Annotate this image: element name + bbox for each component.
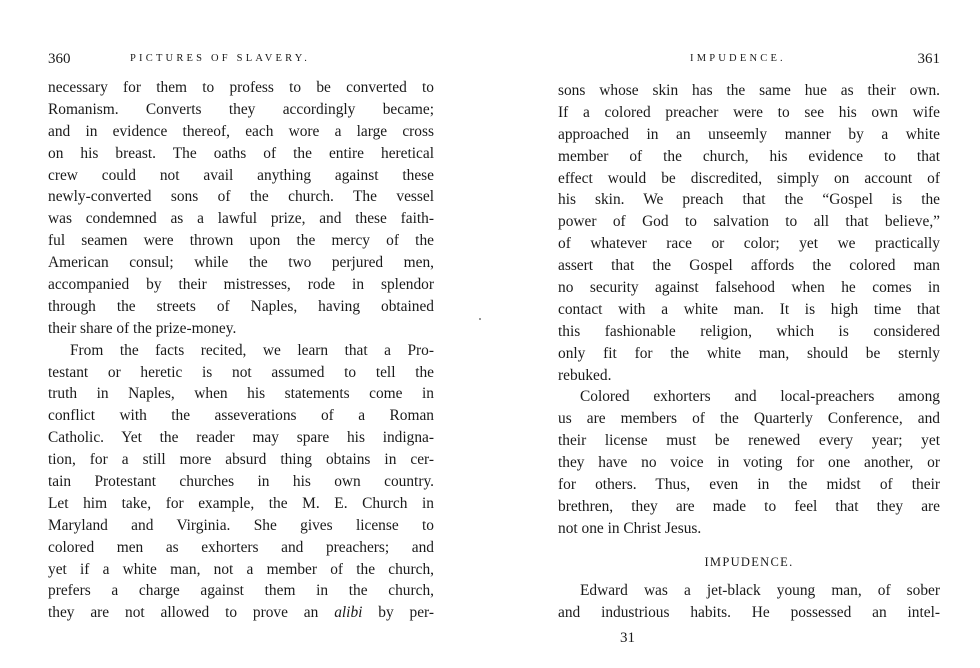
right-page [558, 0, 940, 668]
paragraph-start-line: Edward was a jet-black young man, of sober [580, 581, 940, 599]
text-line: testant or heretic is not assumed to tell the [48, 363, 434, 381]
text-line: Maryland and Virginia. She gives license to [48, 516, 434, 534]
text-line: they have no voice in voting for one another, or [558, 454, 940, 472]
text-fragment: they are not allowed to prove an [48, 604, 335, 622]
text-line: this fashionable religion, which is considered [558, 322, 940, 340]
signature-mark: 31 [620, 630, 635, 646]
text-line: brethren, they are made to feel that they are [558, 497, 940, 515]
text-line-with-italic [48, 602, 434, 624]
text-line: their license must be renewed every year; yet [558, 432, 940, 450]
text-line: necessary for them to profess to be converted to [48, 79, 434, 96]
text-line: on his breast. The oaths of the entire heretical [48, 144, 434, 162]
right-page-body [558, 80, 940, 623]
text-line: crew could not avail anything against these [48, 166, 434, 184]
text-line: only fit for the white man, should be sternly [558, 344, 940, 362]
left-page-body [48, 77, 434, 624]
text-line: truth in Naples, when his statements come in [48, 385, 434, 403]
text-line: Let him take, for example, the M. E. Church in [48, 494, 434, 512]
paragraph-end-line: not one in Christ Jesus. [558, 519, 702, 537]
italic-word: alibi [334, 604, 363, 622]
page-number: 360 [48, 51, 71, 67]
text-line: approached in an unseemly manner by a white [558, 125, 940, 143]
text-line: tion, for a still more absurd thing obtains in cer- [48, 451, 434, 469]
text-line: newly-converted sons of the church. The vessel [48, 188, 434, 206]
paragraph-start-line: Colored exhorters and local-preachers among [580, 388, 940, 406]
page-number: 361 [917, 51, 940, 67]
paragraph-end-line: rebuked. [558, 366, 612, 384]
text-line: for others. Thus, even in the midst of their [558, 476, 940, 494]
text-line: through the streets of Naples, having obtained [48, 297, 434, 315]
text-line: Romanism. Converts they accordingly became; [48, 100, 434, 118]
text-line: effect would be discredited, simply on account of [558, 169, 940, 187]
text-line: assert that the Gospel affords the colored man [558, 257, 940, 275]
text-line: no security against falsehood when he comes in [558, 279, 940, 297]
text-line: ful seamen were thrown upon the mercy of the [48, 232, 434, 250]
text-line: us are members of the Quarterly Conference, and [558, 410, 940, 428]
running-head: PICTURES OF SLAVERY. [130, 53, 311, 64]
text-line: American consul; while the two perjured men, [48, 254, 434, 272]
text-line: member of the church, his evidence to that [558, 147, 940, 165]
left-page-header [48, 51, 434, 69]
text-line: and industrious habits. He possessed an intel- [558, 603, 940, 621]
text-line: of whatever race or color; yet we practically [558, 235, 940, 253]
text-line: was condemned as a lawful prize, and these faith- [48, 210, 434, 228]
text-line: yet if a white man, not a member of the church, [48, 560, 434, 578]
text-line: sons whose skin has the same hue as their own. [558, 82, 940, 99]
text-fragment: by per- [362, 604, 434, 622]
text-line: conflict with the asseverations of a Roman [48, 407, 434, 425]
paragraph-start-line: From the facts recited, we learn that a Pro- [70, 341, 434, 359]
paragraph-end-line: their share of the prize-money. [48, 319, 237, 337]
left-page [48, 0, 434, 668]
text-line: contact with a white man. It is high time that [558, 300, 940, 318]
text-line: accompanied by their mistresses, rode in splendor [48, 276, 434, 294]
print-speck [479, 318, 481, 320]
right-page-header [558, 51, 940, 69]
text-line: and in evidence thereof, each wore a large cross [48, 122, 434, 140]
text-line: If a colored preacher were to see his own wife [558, 103, 940, 121]
text-line: prefers a charge against them in the church, [48, 582, 434, 600]
text-line: power of God to salvation to all that believe,” [558, 213, 940, 231]
section-heading: IMPUDENCE. [704, 554, 794, 569]
text-line: colored men as exhorters and preachers; and [48, 538, 434, 556]
text-line: Catholic. Yet the reader may spare his indigna- [48, 429, 434, 447]
text-line: his skin. We preach that the “Gospel is the [558, 191, 940, 209]
text-line: tain Protestant churches in his own country. [48, 473, 434, 491]
running-head: IMPUDENCE. [690, 53, 786, 64]
